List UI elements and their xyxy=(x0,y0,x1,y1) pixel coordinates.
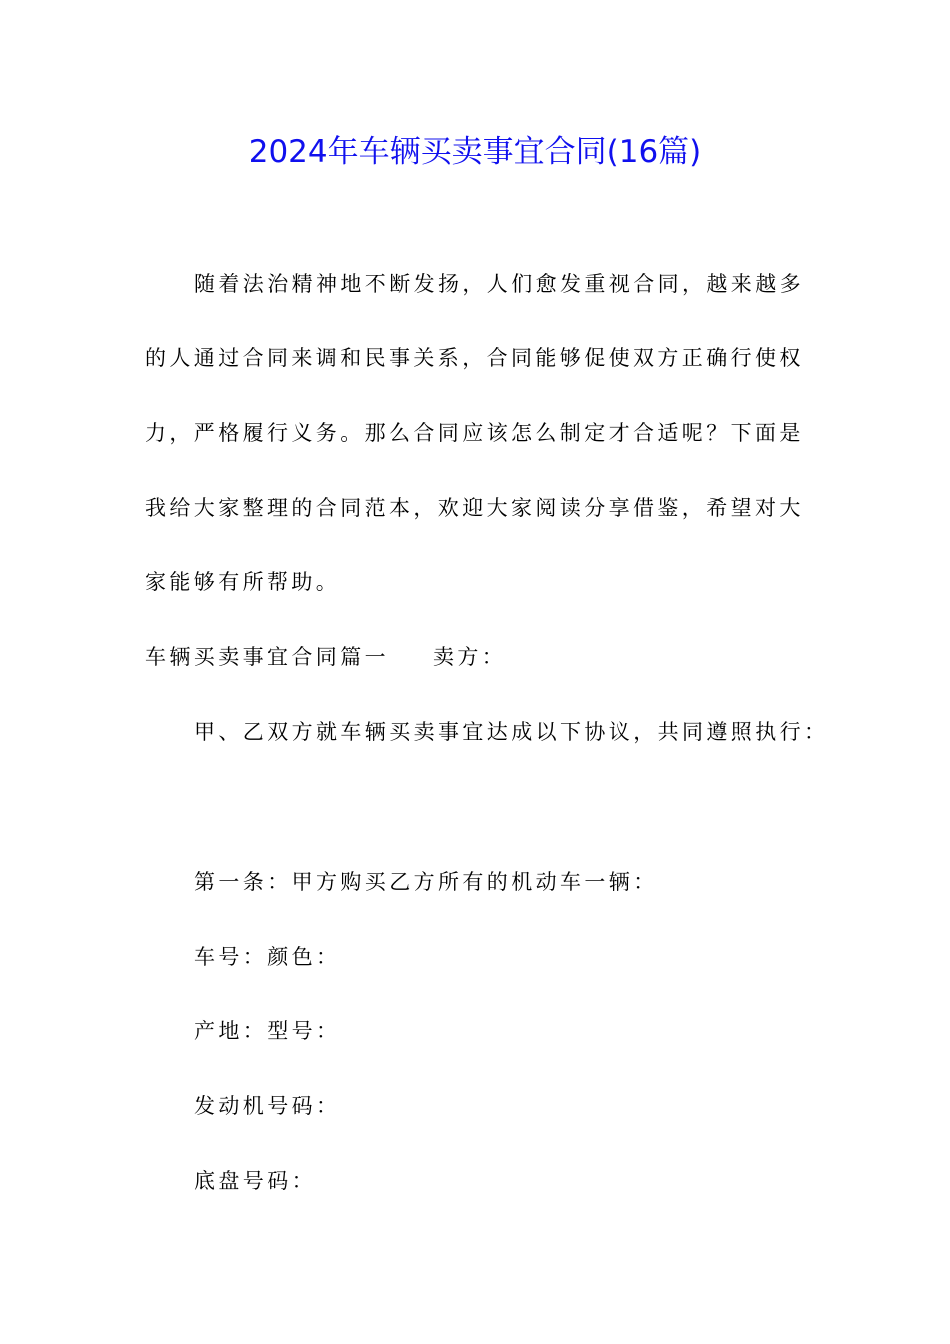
intro-line: 力，严格履行义务。那么合同应该怎么制定才合适呢？下面是 xyxy=(145,421,804,445)
agreement-text: 甲、乙双方就车辆买卖事宜达成以下协议，共同遵照执行： xyxy=(194,720,829,744)
section-heading: 车辆买卖事宜合同篇一 xyxy=(145,645,389,669)
clause-line: 第一条：甲方购买乙方所有的机动车一辆： xyxy=(194,870,658,894)
clause-line: 车号：颜色： xyxy=(194,945,341,969)
clause-line: 发动机号码： xyxy=(194,1094,341,1118)
clause-line: 底盘号码： xyxy=(194,1169,316,1193)
document-title: 2024年车辆买卖事宜合同(16篇) xyxy=(248,134,702,170)
clause-line: 产地：型号： xyxy=(194,1019,341,1043)
seller-label: 卖方： xyxy=(433,645,507,669)
intro-line: 我给大家整理的合同范本，欢迎大家阅读分享借鉴，希望对大 xyxy=(145,496,804,520)
intro-line: 家能够有所帮助。 xyxy=(145,570,341,594)
intro-line: 的人通过合同来调和民事关系，合同能够促使双方正确行使权 xyxy=(145,346,804,370)
intro-line: 随着法治精神地不断发扬，人们愈发重视合同，越来越多 xyxy=(194,272,804,296)
